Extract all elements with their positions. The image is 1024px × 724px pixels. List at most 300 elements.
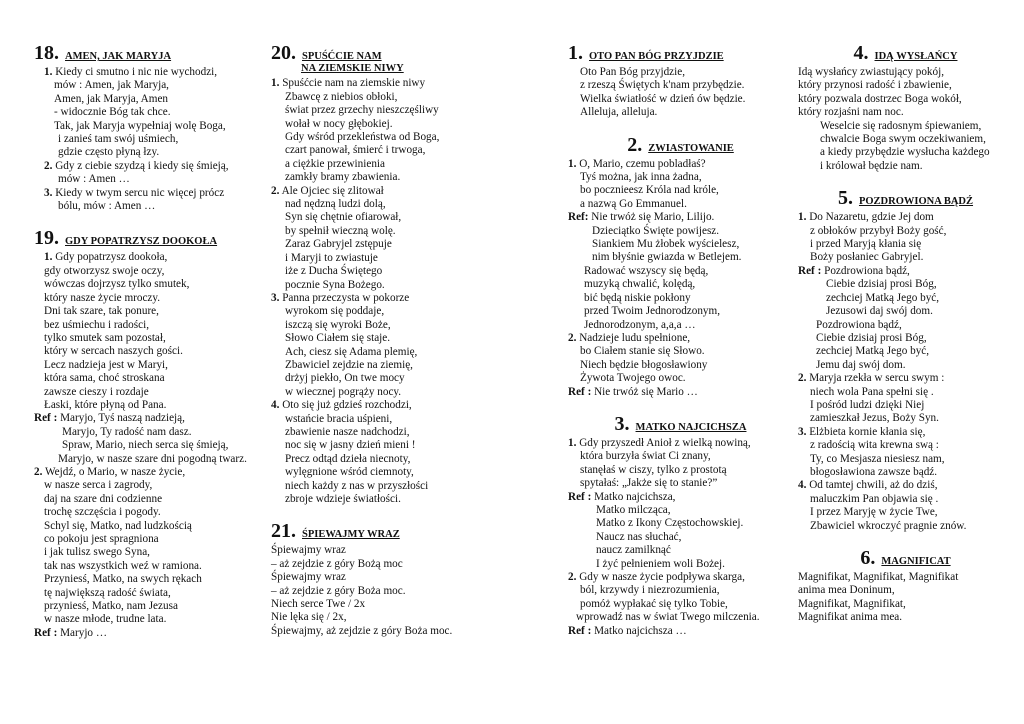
verse-text: maluczkim Pan objawia się . <box>810 492 939 505</box>
verse-line <box>568 571 793 584</box>
verse-text: tylko smutek sam pozostał, <box>44 331 166 344</box>
verse-line <box>798 79 1013 92</box>
song-title-row <box>271 42 496 64</box>
verse-line <box>271 319 496 332</box>
verse-line <box>271 198 496 211</box>
verse-line <box>568 265 793 278</box>
verse-text: muzyką chwalić, kolędą, <box>584 278 696 291</box>
verse-line <box>271 544 496 557</box>
verse-label: 1. <box>798 211 807 224</box>
verse-line <box>798 251 1013 264</box>
verse-text: Śpiewajmy wraz <box>271 544 346 557</box>
song-title: MATKO NAJCICHSZA <box>635 421 747 433</box>
verse-line <box>568 531 793 544</box>
verse-line <box>34 345 249 358</box>
verse-text: Magnifikat, Magnifikat, <box>798 597 906 610</box>
verse-line <box>271 211 496 224</box>
verse-text: Amen, jak Maryja, Amen <box>54 92 169 105</box>
verse-text: bez uśmiechu i radości, <box>44 318 150 331</box>
verse-line <box>34 399 249 412</box>
verse-line <box>271 77 496 90</box>
song-20 <box>271 42 496 506</box>
verse-text: O, Mario, czemu pobladłaś? <box>579 157 706 170</box>
verse-line <box>34 292 249 305</box>
verse-line <box>271 466 496 479</box>
verse-line <box>798 439 1013 452</box>
verse-text: Matko najcichsza … <box>594 624 687 637</box>
verse-line <box>271 598 496 611</box>
verse-text: gdzie często płyną łzy. <box>58 146 160 159</box>
verse-line <box>798 319 1013 332</box>
verse-line <box>568 625 793 638</box>
column-2 <box>271 42 496 652</box>
verse-label: 2. <box>44 159 53 172</box>
verse-text: Ciebie dzisiaj prosi Bóg, <box>816 331 927 344</box>
verse-line <box>34 560 249 573</box>
verse-line <box>271 185 496 198</box>
verse-label: Ref : <box>568 385 592 398</box>
verse-text: I pośród ludzi dzięki Niej <box>810 398 925 411</box>
verse-line <box>271 144 496 157</box>
verse-text: wprowadź nas w świat Twego milczenia. <box>576 611 760 624</box>
verse-text: wylęgnione wśród ciemnoty, <box>285 466 414 479</box>
verse-line <box>568 464 793 477</box>
verse-line <box>34 587 249 600</box>
verse-text: Ty, co Mesjasza niesiesz nam, <box>810 452 945 465</box>
verse-line <box>34 546 249 559</box>
verse-text: która burzyła świat Ci znany, <box>580 450 711 463</box>
verse-text: przed Twoim Jednorodzonym, <box>584 305 721 318</box>
verse-label: Ref : <box>568 490 592 503</box>
verse-line <box>798 66 1013 79</box>
song-number: 6. <box>860 547 876 569</box>
verse-line <box>798 160 1013 173</box>
verse-line <box>34 386 249 399</box>
verse-text: daj na szare dni codzienne <box>44 492 163 505</box>
verse-text: zbroje wdzieje światłości. <box>285 493 401 505</box>
verse-line <box>568 359 793 372</box>
verse-line <box>568 211 793 224</box>
verse-text: który przynosi radość i zbawienie, <box>798 79 952 92</box>
verse-text: i jak tulisz swego Syna, <box>44 546 150 559</box>
verse-text: Nadzieje ludu spełnione, <box>579 331 691 344</box>
verse-text: Gdy w nasze życie podpływa skarga, <box>579 571 745 583</box>
verse-text: co pokoju jest spragniona <box>44 533 159 545</box>
verse-text: Oto Pan Bóg przyjdzie, <box>580 66 686 78</box>
verse-label: 3. <box>798 425 807 438</box>
verse-text: Przyniesś, Matko, na swych rękach <box>44 573 202 586</box>
verse-line <box>34 372 249 385</box>
verse-line <box>798 345 1013 358</box>
column-1 <box>34 42 249 654</box>
verse-line <box>34 120 249 133</box>
verse-text: Maryjo, w nasze szare dni pogodną twarz. <box>58 452 247 465</box>
song-4 <box>798 42 1013 173</box>
song-5 <box>798 187 1013 533</box>
song-number: 18. <box>34 42 59 64</box>
verse-label: 1. <box>44 251 53 264</box>
verse-line <box>34 251 249 264</box>
verse-line <box>34 146 249 159</box>
verse-line <box>271 399 496 412</box>
song-title-row <box>568 134 793 156</box>
verse-line <box>34 332 249 345</box>
verse-line <box>798 332 1013 345</box>
verse-text: bić będą niskie pokłony <box>584 291 691 304</box>
verse-line <box>568 491 793 504</box>
verse-line <box>34 533 249 546</box>
song-21 <box>271 520 496 638</box>
verse-text: która sama, choć stroskana <box>44 372 165 385</box>
verse-line <box>568 611 793 624</box>
verse-line <box>798 493 1013 506</box>
verse-text: Słowo Ciałem się staje. <box>285 332 391 345</box>
verse-line <box>271 585 496 598</box>
verse-line <box>271 453 496 466</box>
verse-line <box>271 571 496 584</box>
verse-text: Śpiewajmy wraz <box>271 571 346 584</box>
verse-line <box>271 426 496 439</box>
song-title: POZDROWIONA BĄDŹ <box>858 196 974 208</box>
verse-line <box>271 225 496 238</box>
verse-line <box>271 558 496 571</box>
verse-text: Maryjo, Ty radość nam dasz. <box>62 425 192 438</box>
song-title-row <box>798 547 1013 569</box>
verse-text: pomóż wypłakać się tylko Tobie, <box>580 597 728 610</box>
song-19 <box>34 227 249 640</box>
verse-text: wówczas dojrzysz tylko smutek, <box>44 278 190 291</box>
verse-text: mów : Amen, jak Maryja, <box>54 79 169 92</box>
verse-text: Nie lęka się / 2x, <box>271 611 347 624</box>
verse-line <box>34 627 249 640</box>
verse-text: Dni tak szare, tak ponure, <box>44 305 159 318</box>
verse-label: 2. <box>271 184 280 197</box>
verse-line <box>34 493 249 506</box>
song-1 <box>568 42 793 120</box>
verse-line <box>271 131 496 144</box>
verse-text: – aż zejdzie z góry Boża moc. <box>271 584 406 597</box>
verse-line <box>798 520 1013 533</box>
verse-line <box>568 158 793 171</box>
verse-text: Niech będzie błogosławiony <box>580 358 708 371</box>
verse-text: Wejdź, o Mario, w nasze życie, <box>45 465 186 478</box>
verse-line <box>34 160 249 173</box>
verse-text: zawsze cieszy i rozdaje <box>44 385 149 398</box>
verse-line <box>568 292 793 305</box>
verse-line <box>568 450 793 463</box>
verse-text: błogosławiona zawsze bądź. <box>810 465 938 478</box>
song-title: IDĄ WYSŁAŃCY <box>874 51 958 62</box>
verse-line <box>271 386 496 399</box>
verse-text: Gdy wśród przekleństwa od Boga, <box>285 131 440 144</box>
verse-line <box>568 238 793 251</box>
verse-line <box>271 158 496 171</box>
verse-text: nad nędzną ludzi dolą, <box>285 198 386 211</box>
verse-line <box>271 171 496 184</box>
verse-text: Tak, jak Maryja wypełniaj wolę Boga, <box>54 119 226 132</box>
verse-line <box>34 79 249 92</box>
verse-line <box>798 265 1013 278</box>
verse-text: Magnifikat anima mea. <box>798 611 903 624</box>
verse-text: Lecz nadzieja jest w Maryi, <box>44 358 168 371</box>
verse-text: a ciężkie przewinienia <box>285 157 386 170</box>
verse-text: noc się w jasny dzień mieni ! <box>285 439 416 452</box>
verse-line <box>34 506 249 519</box>
verse-text: Ach, ciesz się Adama plemię, <box>285 345 418 358</box>
song-title: OTO PAN BÓG PRZYJDZIE <box>589 51 724 62</box>
verse-text: Radować wszyscy się będą, <box>584 264 709 277</box>
verse-text: Kiedy w twym sercu nic więcej prócz <box>55 186 225 199</box>
verse-line <box>34 278 249 291</box>
verse-line <box>34 305 249 318</box>
verse-line <box>798 571 1013 584</box>
song-number: 1. <box>568 42 583 64</box>
verse-line <box>798 292 1013 305</box>
verse-text: Elżbieta kornie kłania się, <box>809 425 926 438</box>
verse-label: 3. <box>271 291 280 304</box>
verse-line <box>798 211 1013 224</box>
verse-text: naucz zamilknąć <box>596 544 671 557</box>
verse-text: bólu, mów : Amen … <box>58 200 156 213</box>
verse-text: Idą wysłańcy zwiastujący pokój, <box>798 66 945 78</box>
verse-text: Zaraz Gabryjel zstępuje <box>285 238 392 251</box>
verse-text: który w sercach naszych gości. <box>44 345 183 358</box>
verse-line <box>798 120 1013 133</box>
verse-line <box>34 573 249 586</box>
verse-line <box>271 305 496 318</box>
verse-text: Maryjo, Tyś naszą nadzieją, <box>60 412 185 425</box>
verse-text: niech każdy z nas w przyszłości <box>285 479 429 492</box>
song-title-row <box>34 42 249 64</box>
verse-text: Łaski, które płyną od Pana. <box>44 398 167 411</box>
verse-label: 2. <box>568 331 577 344</box>
verse-text: Zbawiciel wkroczyć pragnie znów. <box>810 519 967 532</box>
verse-label: 1. <box>568 436 577 449</box>
verse-text: anima mea Doninum, <box>798 584 895 597</box>
verse-text: Boży posłaniec Gabryjel. <box>810 251 924 264</box>
verse-label: Ref : <box>34 412 58 425</box>
verse-text: Pozdrowiona bądź, <box>816 318 902 331</box>
verse-line <box>568 332 793 345</box>
verse-label: 1. <box>568 157 577 170</box>
verse-line <box>568 504 793 517</box>
verse-line <box>271 265 496 278</box>
verse-line <box>34 426 249 439</box>
song-number: 3. <box>614 412 630 435</box>
verse-label: 2. <box>568 571 577 583</box>
verse-text: tę największą radość świata, <box>44 586 171 599</box>
verse-line <box>798 133 1013 146</box>
column-4 <box>798 42 1013 639</box>
verse-text: Maryjo … <box>60 626 108 639</box>
verse-text: świat przez grzechy nieszczęśliwy <box>285 104 439 117</box>
verse-text: mów : Amen … <box>58 173 130 186</box>
verse-line <box>798 598 1013 611</box>
song-number: 2. <box>627 133 643 156</box>
verse-text: Śpiewajmy, aż zejdzie z góry Boża moc. <box>271 624 453 637</box>
verse-line <box>798 386 1013 399</box>
verse-line <box>271 493 496 506</box>
verse-text: zbawienie nasze nadchodzi, <box>285 425 410 438</box>
verse-line <box>34 66 249 79</box>
verse-line <box>34 319 249 332</box>
verse-line <box>34 200 249 213</box>
verse-text: w nasze młode, trudne lata. <box>44 613 167 626</box>
verse-text: trochę szczęścia i pogody. <box>44 506 161 519</box>
verse-line <box>798 305 1013 318</box>
verse-line <box>798 453 1013 466</box>
verse-line <box>271 332 496 345</box>
verse-text: i zanieś tam swój uśmiech, <box>58 133 179 146</box>
verse-text: I żyć pełnieniem woli Bożej. <box>596 557 725 570</box>
verse-line <box>798 359 1013 372</box>
verse-text: Pozdrowiona bądź, <box>824 264 910 277</box>
verse-line <box>568 372 793 385</box>
song-title-row <box>34 227 249 249</box>
verse-line <box>798 93 1013 106</box>
verse-label: 1. <box>271 77 280 90</box>
verse-line <box>271 279 496 292</box>
verse-text: iże z Ducha Świętego <box>285 265 383 278</box>
verse-text: w nasze serca i zagrody, <box>44 479 153 492</box>
verse-text: gdy otworzysz swoje oczy, <box>44 264 165 277</box>
verse-text: czart panował, śmierć i trwoga, <box>285 144 426 157</box>
verse-text: zamieszkał Jezus, Boży Syn. <box>810 412 939 425</box>
verse-line <box>271 480 496 493</box>
verse-line <box>271 238 496 251</box>
verse-text: Schyl się, Matko, nad ludzkością <box>44 519 192 532</box>
verse-text: – aż zejdzie z góry Bożą moc <box>271 557 403 570</box>
verse-line <box>34 479 249 492</box>
verse-line <box>568 278 793 291</box>
song-title-row <box>798 187 1013 209</box>
verse-text: Tyś można, jak inna żadna, <box>580 171 702 184</box>
verse-line <box>568 93 793 106</box>
verse-text: bo pocznieesz Króla nad króle, <box>580 184 719 197</box>
verse-text: Jednorodzonym, a,a,a … <box>584 318 696 331</box>
song-title: AMEN, JAK MARYJA <box>65 51 172 62</box>
verse-line <box>34 187 249 200</box>
song-number: 4. <box>853 42 869 64</box>
verse-text: z radością wita krewna swą : <box>810 439 939 452</box>
song-title-row <box>798 42 1013 64</box>
verse-text: Naucz nas słuchać, <box>596 530 682 543</box>
verse-text: Maryja rzekła w sercu swym : <box>809 372 945 385</box>
verse-text: i Maryji to zwiastuje <box>285 251 378 264</box>
verse-text: Nie trwóż się Mario … <box>594 385 698 398</box>
song-title: ZWIASTOWANIE <box>648 142 734 154</box>
song-number: 21. <box>271 520 296 543</box>
verse-text: a kiedy przybędzie wysłucha każdego <box>820 146 990 159</box>
verse-line <box>798 466 1013 479</box>
verse-line <box>271 292 496 305</box>
verse-text: Do Nazaretu, gdzie Jej dom <box>809 211 934 224</box>
verse-label: 2. <box>34 465 43 478</box>
verse-text: by spełnił wieczną wolę. <box>285 224 396 237</box>
verse-label: Ref: <box>568 211 589 224</box>
verse-line <box>34 439 249 452</box>
verse-label: 1. <box>44 66 53 78</box>
verse-text: I przez Maryję w życie Twe, <box>810 506 938 519</box>
song-3 <box>568 413 793 638</box>
song-title-row <box>271 520 496 542</box>
verse-text: Nie trwóż się Mario, Lilijo. <box>591 211 715 224</box>
verse-line <box>34 600 249 613</box>
verse-text: Precz odtąd dzieła niecnoty, <box>285 452 411 465</box>
verse-line <box>798 426 1013 439</box>
verse-text: stanęłaś w ciszy, tylko z prostotą <box>580 463 727 476</box>
verse-line <box>271 625 496 638</box>
verse-text: który rozjaśni nam noc. <box>798 106 904 119</box>
verse-text: wyrokom się poddaje, <box>285 305 385 318</box>
verse-text: i królował będzie nam. <box>820 159 923 172</box>
verse-line <box>798 106 1013 119</box>
verse-label: Ref : <box>34 626 58 639</box>
verse-text: tak nas wszystkich weź w ramiona. <box>44 559 202 572</box>
verse-line <box>271 252 496 265</box>
verse-line <box>568 79 793 92</box>
verse-text: Dzieciątko Święte powijesz. <box>592 224 720 237</box>
song-title: MAGNIFICAT <box>881 556 951 567</box>
verse-line <box>568 584 793 597</box>
verse-text: niech wola Pana spełni się . <box>810 385 934 398</box>
verse-text: przyniesś, Matko, nam Jezusa <box>44 600 178 613</box>
verse-line <box>34 265 249 278</box>
verse-text: a nazwą Go Emmanuel. <box>580 197 687 210</box>
verse-label: 4. <box>271 399 280 412</box>
verse-line <box>34 133 249 146</box>
verse-line <box>34 93 249 106</box>
song-number: 19. <box>34 227 59 250</box>
column-3 <box>568 42 793 652</box>
verse-text: Syn się chętnie ofiarował, <box>285 211 402 224</box>
verse-text: Panna przeczysta w pokorze <box>282 291 410 304</box>
verse-line <box>798 479 1013 492</box>
verse-line <box>568 251 793 264</box>
verse-line <box>34 453 249 466</box>
verse-text: z obłoków przybył Boży gość, <box>810 224 947 237</box>
verse-line <box>34 106 249 119</box>
verse-text: Gdy popatrzysz dookoła, <box>55 251 168 264</box>
verse-text: Niech serce Twe / 2x <box>271 598 366 611</box>
verse-text: Matko milcząca, <box>596 503 671 516</box>
verse-line <box>568 198 793 211</box>
verse-text: Spuśćcie nam na ziemskie niwy <box>282 77 426 90</box>
verse-line <box>271 91 496 104</box>
verse-line <box>271 118 496 131</box>
verse-line <box>271 439 496 452</box>
verse-text: Matko z Ikony Częstochowskiej. <box>596 517 744 530</box>
song-6 <box>798 547 1013 625</box>
verse-line <box>34 359 249 372</box>
verse-line <box>34 173 249 186</box>
verse-line <box>568 437 793 450</box>
verse-text: spytałaś: „Jakże się to stanie?” <box>580 477 718 490</box>
verse-label: 2. <box>798 372 807 385</box>
verse-line <box>568 544 793 557</box>
verse-line <box>271 413 496 426</box>
song-title-row <box>568 413 793 435</box>
verse-label: Ref : <box>568 624 592 637</box>
verse-text: zechciej Matką Jego być, <box>826 291 940 304</box>
verse-text: Matko najcichsza, <box>594 490 676 503</box>
verse-text: Zbawiciel zejdzie na ziemię, <box>285 358 413 371</box>
song-number: 20. <box>271 42 296 64</box>
verse-line <box>34 466 249 479</box>
verse-text: - widocznie Bóg tak chce. <box>54 106 171 119</box>
verse-text: zamkły bramy zbawienia. <box>285 171 401 184</box>
verse-text: Ciebie dzisiaj prosi Bóg, <box>826 278 937 291</box>
